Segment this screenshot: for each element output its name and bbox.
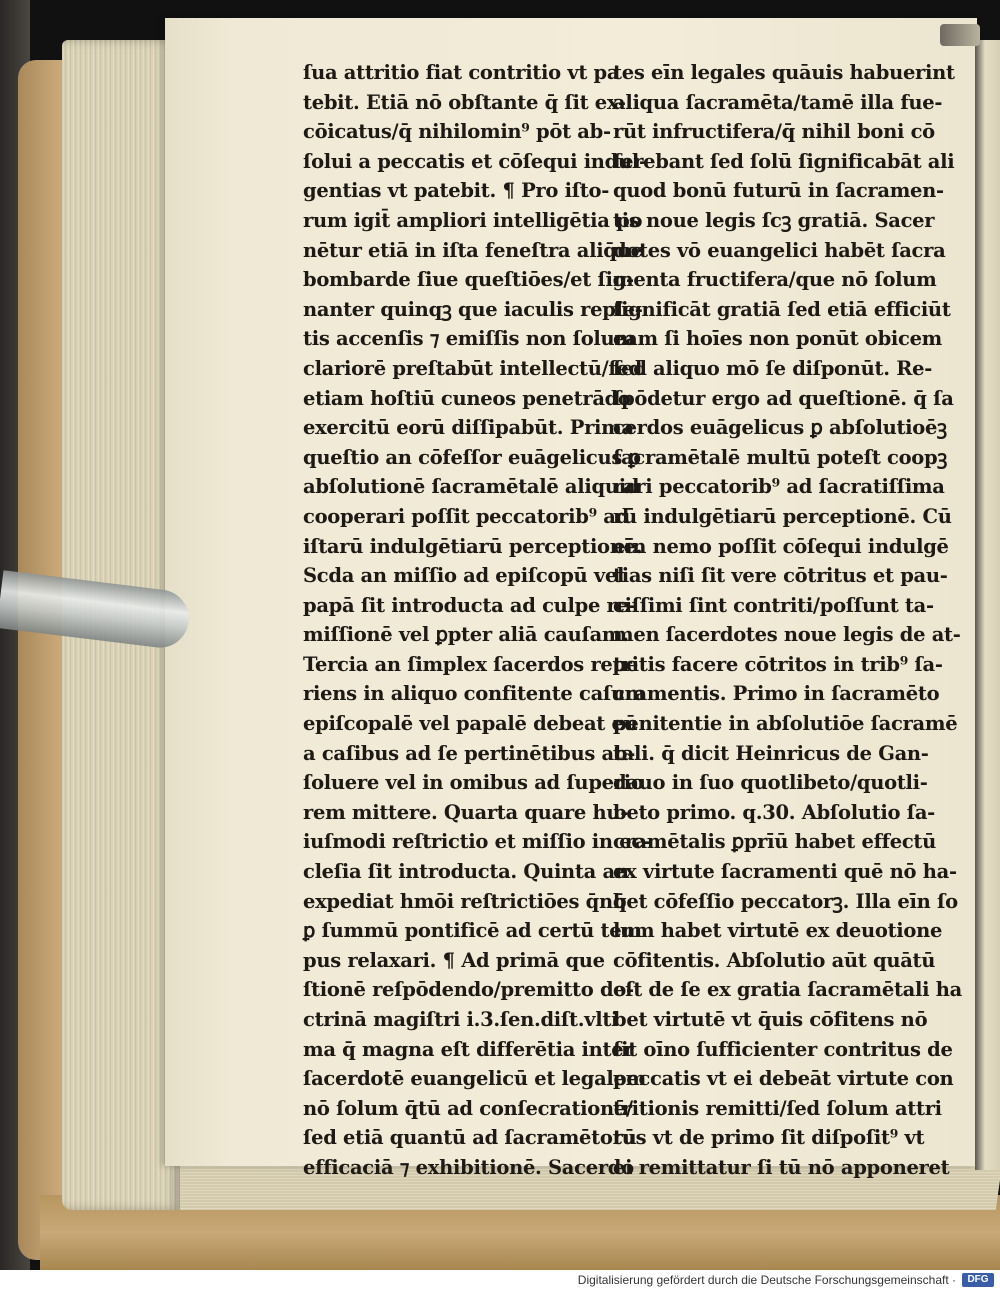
- text-line: quod bonū futurū in ſacramen-: [613, 179, 944, 203]
- text-line: tebit. Etiā nō obſtante q̄ ſit ex-: [303, 90, 626, 114]
- text-line: rūt infructifera/q̄ nihil boni cō: [613, 120, 935, 144]
- book-gutter: [975, 40, 1000, 1170]
- text-line: abſolutionē ſacramētalē aliquid: [303, 475, 640, 499]
- text-line: iuſmodi reſtrictio et miſſio in ec-: [303, 830, 651, 854]
- text-line: papā ſit introducta ad culpe re-: [303, 593, 637, 617]
- text-line: epiſcopalē vel papalē debeat eū: [303, 712, 638, 736]
- text-line: peccatis vt ei debeāt virtute con: [613, 1067, 954, 1091]
- text-line: penitentie in abſolutiōe ſacramē: [613, 712, 958, 736]
- text-column-left: [303, 58, 651, 1183]
- text-line: ſua attritio fiat contritio vt pa: [303, 61, 620, 84]
- text-line: iſtarū indulgētiarū perceptionē.: [303, 534, 643, 558]
- text-line: ſit oīno ſufficienter contritus de: [613, 1037, 953, 1061]
- text-line: bet virtutē vt q̄uis cōfitens nō: [613, 1008, 928, 1031]
- text-line: eſt de ſe ex gratia ſacramētali ha: [613, 978, 962, 1002]
- text-line: miſſionē vel ꝑpter aliā cauſam.: [303, 623, 629, 647]
- text-line: queſtio an cōfeſſor euāgelicus ꝑ: [303, 445, 641, 469]
- text-line: ſed aliquo mō ſe diſponūt. Re-: [613, 356, 933, 380]
- text-line: cramentis. Primo in ſacramēto: [613, 682, 940, 706]
- text-line: rū indulgētiarū perceptionē. Cū: [613, 504, 952, 528]
- text-line: tis noue legis ſcꝫ gratiā. Sacer: [613, 208, 935, 232]
- text-line: exercitū eorū diſſipabūt. Prima: [303, 416, 634, 440]
- text-line: dauo in ſuo quotlibeto/quotli-: [613, 771, 928, 795]
- text-line: bet cōfeſſio peccatorꝫ. Illa eīn ſo: [613, 889, 958, 913]
- text-line: nētur etiā in iſta feneſtra aliq̄ue: [303, 238, 643, 262]
- text-line: menta fructifera/que nō ſolum: [613, 268, 937, 292]
- text-line: beto primo. q.30. Abſolutio ſa-: [613, 800, 935, 824]
- text-line: Tercia an ſimplex ſacerdos repe: [303, 652, 638, 676]
- text-line: eīn nemo poſſit cōſequi indulgē: [613, 534, 949, 558]
- text-line: etiam hoſtiū cuneos penetrādo: [303, 386, 631, 410]
- text-line: ei remittatur ſi tū nō apponeret: [613, 1155, 950, 1179]
- text-line: cleſia ſit introducta. Quinta an: [303, 860, 629, 884]
- text-line: ma q̄ magna eſt differētia inter: [303, 1037, 634, 1061]
- text-line: tis accenſis ⁊ emiſſis non ſolum: [303, 327, 635, 351]
- text-line: gentias vt patebit. ¶ Pro iſto-: [303, 179, 610, 203]
- text-line: cōfitentis. Abſolutio aūt quātū: [613, 948, 936, 972]
- text-line: ſed etiā quantū ad ſacramētorū: [303, 1126, 637, 1150]
- text-line: ſolui a peccatis et cōſequi indul-: [303, 149, 647, 173]
- footer-credit: Digitalisierung gefördert durch die Deutsche Forschungsgemeinschaft ·: [577, 1273, 956, 1287]
- text-line: ſacerdotē euangelicū et legalem: [303, 1067, 646, 1091]
- text-line: ciſſimi ſint contriti/poſſunt ta-: [613, 593, 934, 617]
- text-line: ꝑ ſummū pontificē ad certū tem: [303, 919, 642, 943]
- dfg-logo: DFG: [962, 1273, 994, 1287]
- text-line: expediat hmōi reſtrictiōes q̄nq̄: [303, 889, 627, 913]
- text-line: men ſacerdotes noue legis de at-: [613, 623, 961, 647]
- text-line: cerdos euāgelicus ꝑ abſolutioēꝫ: [613, 416, 947, 440]
- text-line: cooperari poſſit peccatorib⁹ ad: [303, 504, 629, 528]
- text-line: lum habet virtutē ex deuotione: [613, 919, 943, 943]
- text-line: pus relaxari. ¶ Ad primā que: [303, 948, 605, 972]
- text-line: tus vt de primo ſit diſpoſit⁹ vt: [613, 1126, 925, 1150]
- text-line: tali. q̄ dicit Heinricus de Gan-: [613, 741, 929, 765]
- text-line: cramētalis ꝑprīū habet effectū: [613, 830, 937, 854]
- text-line: ex virtute ſacramenti quē nō ha-: [613, 860, 957, 884]
- text-line: ferebant ſed ſolū ſignificabāt ali: [613, 149, 955, 173]
- text-line: cōicatus/q̄ nihilomin⁹ pōt ab-: [303, 120, 611, 144]
- text-line: a caſibus ad ſe pertinētibus ab-: [303, 741, 636, 765]
- text-line: nō ſolum q̄tū ad conſecrationē/: [303, 1096, 633, 1120]
- text-line: ſignificāt gratiā ſed etiā efficiūt: [613, 297, 951, 321]
- text-line: aliqua ſacramēta/tamē illa fue-: [613, 90, 943, 114]
- text-line: tritionis remitti/ſed ſolum attri: [613, 1096, 942, 1120]
- text-line: dotes vō euangelici habēt ſacra: [613, 238, 946, 262]
- text-column-right: [613, 58, 962, 1183]
- text-line: clariorē preſtabūt intellectū/ſed: [303, 356, 642, 380]
- text-line: rem mittere. Quarta quare hu-: [303, 800, 628, 824]
- text-line: ſtionē reſpōdendo/premitto do-: [303, 978, 634, 1002]
- footer-bar: [0, 1270, 1000, 1291]
- text-line: tritis facere cōtritos in trib⁹ ſa-: [613, 652, 943, 676]
- text-line: nanter quinqꝫ que iaculis reple-: [303, 297, 643, 321]
- text-line: bombarde ſiue queſtiōes/et ſig-: [303, 268, 634, 292]
- text-line: riens in aliquo confitente caſum: [303, 682, 646, 706]
- text-line: tes eīn legales quāuis habuerint: [613, 61, 955, 84]
- text-line: rum igit̄ ampliori intelligētia po: [303, 208, 643, 232]
- text-line: eam ſi hoīes non ponūt obicem: [613, 327, 943, 351]
- text-line: ſpōdetur ergo ad queſtionē. q̄ ſa: [613, 386, 954, 410]
- text-line: tias niſi ſit vere cōtritus et pau-: [613, 564, 948, 588]
- text-line: ctrinā magiſtri i.3.ſen.diſt.vlti: [303, 1008, 619, 1031]
- text-line: ſacramētalē multū poteſt coopꝫ: [613, 445, 948, 469]
- text-line: Scda an miſſio ad epiſcopū vel: [303, 564, 625, 588]
- text-line: efficaciā ⁊ exhibitionē. Sacerdo: [303, 1155, 634, 1179]
- text-line: rari peccatorib⁹ ad ſacratiſſima: [613, 475, 945, 499]
- text-line: ſoluere vel in omibus ad ſuperio: [303, 771, 644, 795]
- page-clip: [940, 24, 980, 46]
